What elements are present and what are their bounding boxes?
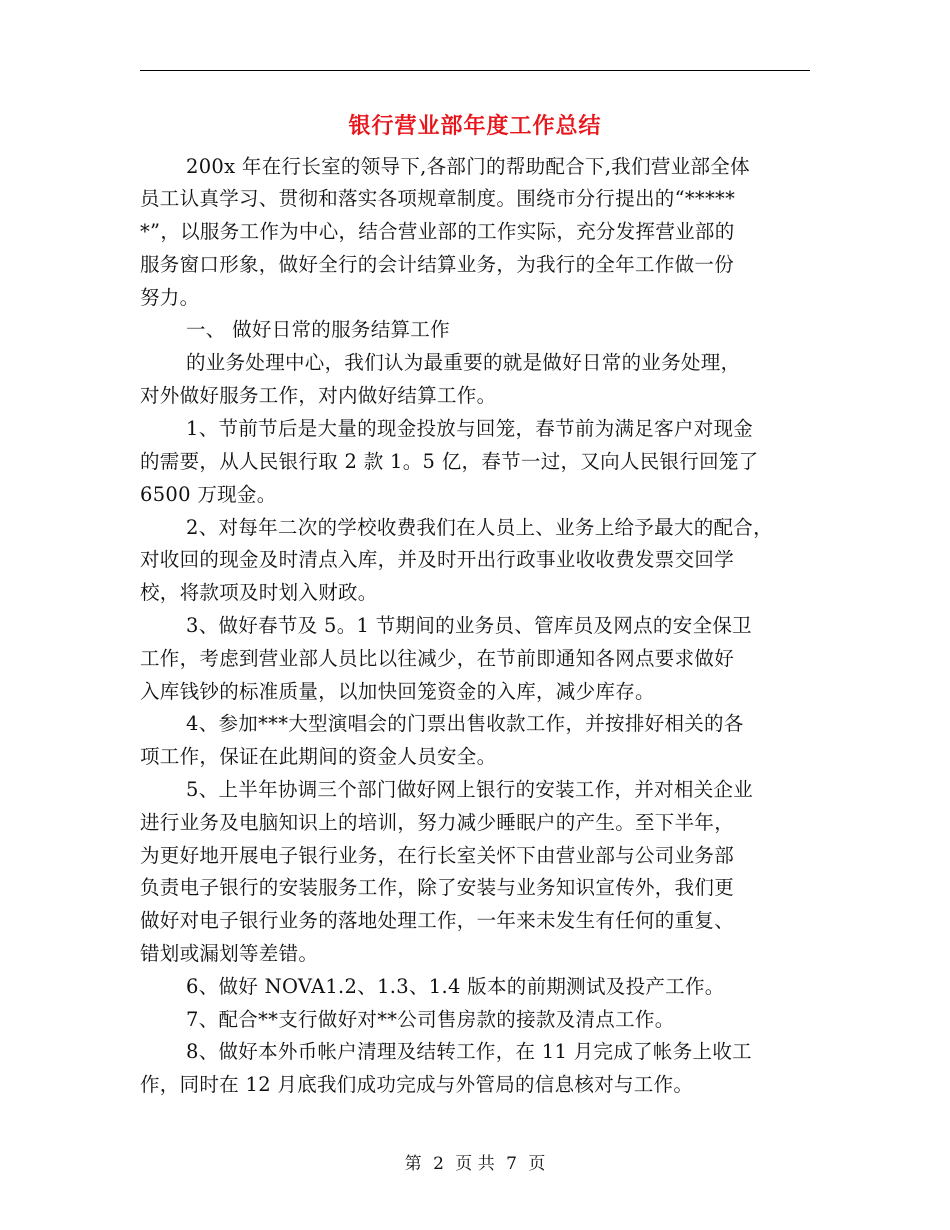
body-line: 为更好地开展电子银行业务，在行长室关怀下由营业部与公司业务部 (140, 844, 735, 867)
body-line: 6500 万现金。 (140, 483, 277, 506)
footer-page-number: 2 (433, 1154, 444, 1174)
header-rule (140, 70, 810, 71)
document-title: 银行营业部年度工作总结 (348, 113, 602, 139)
footer-middle: 页 共 (455, 1154, 495, 1174)
body-line: 8、做好本外币帐户清理及结转工作，在 11 月完成了帐务上收工 (186, 1040, 752, 1063)
footer-prefix: 第 (404, 1154, 422, 1174)
footer-suffix: 页 (528, 1154, 546, 1174)
body-line: 200x 年在行长室的领导下,各部门的帮助配合下,我们营业部全体 (186, 155, 750, 178)
body-line: 错划或漏划等差错。 (140, 942, 319, 965)
body-line: 对收回的现金及时清点入库，并及时开出行政事业收收费发票交回学 (140, 548, 735, 571)
body-line: 5、上半年协调三个部门做好网上银行的安装工作，并对相关企业 (186, 778, 754, 801)
body-line: 项工作，保证在此期间的资金人员安全。 (140, 745, 497, 768)
body-line: 的业务处理中心，我们认为最重要的就是做好日常的业务处理， (186, 351, 741, 374)
body-line: 进行业务及电脑知识上的培训，努力减少睡眠户的产生。至下半年， (140, 811, 735, 834)
body-line: 负责电子银行的安装服务工作，除了安装与业务知识宣传外，我们更 (140, 876, 735, 899)
body-line: 员工认真学习、贯彻和落实各项规章制度。围绕市分行提出的“***** (140, 187, 736, 210)
page-footer (0, 1150, 950, 1178)
body-line: 对外做好服务工作，对内做好结算工作。 (140, 384, 497, 407)
body-line: *”，以服务工作为中心，结合营业部的工作实际，充分发挥营业部的 (140, 220, 735, 243)
body-line: 作，同时在 12 月底我们成功完成与外管局的信息核对与工作。 (140, 1073, 694, 1096)
body-line: 1、节前节后是大量的现金投放与回笼，春节前为满足客户对现金 (186, 417, 754, 440)
body-line: 入库钱钞的标准质量，以加快回笼资金的入库，减少库存。 (140, 680, 655, 703)
body-line: 3、做好春节及 5。1 节期间的业务员、管库员及网点的安全保卫 (186, 614, 752, 637)
body-line: 2、对每年二次的学校收费我们在人员上、业务上给予最大的配合， (186, 516, 773, 539)
footer-total-pages: 7 (506, 1154, 517, 1174)
body-line: 6、做好 NOVA1.2、1.3、1.4 版本的前期测试及投产工作。 (186, 975, 725, 998)
body-line: 做好对电子银行业务的落地处理工作，一年来未发生有任何的重复、 (140, 909, 735, 932)
body-line: 7、配合**支行做好对**公司售房款的接款及清点工作。 (186, 1008, 675, 1031)
section-heading: 一、 做好日常的服务结算工作 (186, 318, 450, 341)
body-line: 工作，考虑到营业部人员比以往减少，在节前即通知各网点要求做好 (140, 647, 735, 670)
body-line: 的需要，从人民银行取 2 款 1。5 亿，春节一过，又向人民银行回笼了 (140, 450, 759, 473)
body-line: 服务窗口形象，做好全行的会计结算业务，为我行的全年工作做一份 (140, 253, 735, 276)
body-line: 努力。 (140, 286, 200, 309)
body-line: 4、参加***大型演唱会的门票出售收款工作，并按排好相关的各 (186, 712, 744, 735)
body-line: 校，将款项及时划入财政。 (140, 581, 378, 604)
